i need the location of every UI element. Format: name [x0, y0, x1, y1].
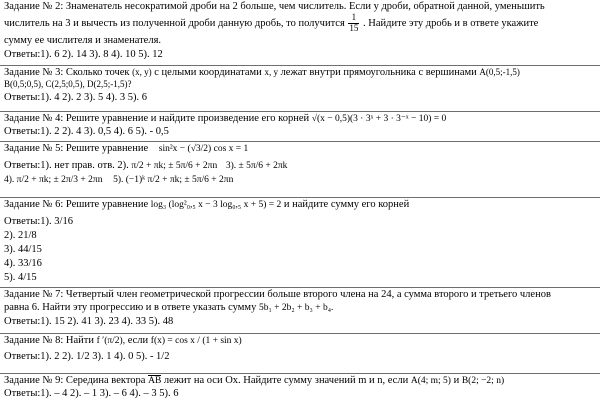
- task-6-answer-5: 5). 4/15: [4, 272, 37, 284]
- task-6-answer-2: 2). 21/8: [4, 230, 37, 242]
- task-8-text-b: если: [127, 335, 149, 346]
- task-7: [0, 288, 600, 334]
- task-3-vertices: B(0,5;0,5), C(2,5;0,5), D(2,5;-1,5)?: [4, 79, 132, 90]
- task-3-text-b: с целыми координатами: [154, 67, 262, 78]
- task-8-f-arg: f ′(π/2),: [96, 336, 126, 346]
- task-2-fraction: [348, 13, 359, 34]
- task-9-answers: Ответы:1). – 4 2). – 1 3). – 6 4). – 3 5). 6: [4, 388, 179, 400]
- task-2-answers: Ответы:1). 6 2). 14 3). 8 4). 10 5). 12: [4, 48, 163, 60]
- task-5-answers-1: [4, 159, 600, 172]
- task-6-answer-1: Ответы:1). 3/16: [4, 216, 73, 228]
- task-3-xy: (x, y): [132, 67, 152, 77]
- task-4-answers: Ответы:1). 2 2). 4 3). 0,5 4). 6 5). - 0,5: [4, 126, 169, 138]
- task-6-equation: log₃ (log²₀,₅ x − 3 log₀,₅ x + 5) = 2: [150, 200, 282, 210]
- task-3-line-1: [4, 66, 600, 79]
- task-2-line-2-text: числитель на 3 и вычесть из полученной дроби данную дробь, то получится: [4, 18, 345, 30]
- task-5-line-1: [4, 142, 600, 155]
- task-7-line-2-text: равна 6. Найти эту прогрессию и в ответе указать сумму: [4, 302, 257, 314]
- task-6-answer-3: 3). 44/15: [4, 244, 42, 256]
- task-3-answers: Ответы:1). 4 2). 2 3). 5 4). 3 5). 6: [4, 91, 148, 103]
- task-9: [0, 374, 600, 400]
- task-5-text: Задание № 5: Решите уравнение: [4, 143, 149, 154]
- task-3: [0, 66, 600, 112]
- task-9-text-b: лежит на оси Ox. Найдите сумму значений m и n, если: [163, 375, 409, 386]
- task-4-text: Задание № 4: Решите уравнение и найдите произведение его корней: [4, 113, 310, 124]
- task-5-option-5: 5). (−1)ᵏ π/2 + πk; ± 5π/6 + 2πn: [113, 174, 234, 185]
- task-6-text-b: и найдите сумму его корней: [283, 199, 410, 210]
- task-8-f-def: f(x) = cos x / (1 + sin x): [150, 336, 242, 346]
- task-9-line-1: [4, 374, 600, 387]
- task-9-point-b: B(2; −2; n): [461, 376, 505, 386]
- task-9-point-a: A(4; m; 5): [410, 376, 451, 386]
- task-6: [0, 198, 600, 288]
- task-5-answers-2: [4, 173, 600, 186]
- task-9-vector: AB: [148, 376, 162, 386]
- task-2-line-3: сумму ее числителя и знаменателя.: [4, 35, 162, 47]
- task-6-text-a: Задание № 6: Решите уравнение: [4, 199, 149, 210]
- fraction-numerator: 1: [348, 13, 359, 24]
- task-7-line-1: Задание № 7: Четвертый член геометрической прогрессии больше второго члена на 24, а сумма второго и третьего членов: [4, 289, 551, 300]
- task-3-text-c: лежат внутри прямоугольника с вершинами: [280, 67, 477, 78]
- task-4-line-1: [4, 112, 600, 125]
- task-2-line-2: [4, 13, 600, 34]
- task-5-option-4: 4). π/2 + πk; ± 2π/3 + 2πn: [4, 174, 103, 185]
- task-4: [0, 112, 600, 142]
- task-9-text-a: Задание № 9: Середина вектора: [4, 375, 146, 386]
- task-2-line-1: Задание № 2: Знаменатель несократимой дроби на 2 больше, чем числитель. Если у дроби, обратной данной, уменьшить: [4, 1, 545, 12]
- task-5: [0, 142, 600, 198]
- task-5-option-3: 3). ± 5π/6 + 2πk: [225, 161, 288, 172]
- task-8: [0, 334, 600, 374]
- task-8-line-1: [4, 334, 600, 347]
- task-2: [0, 0, 600, 66]
- task-8-answers: Ответы:1). 2 2). 1/2 3). 1 4). 0 5). - 1/2: [4, 351, 170, 363]
- task-2-line-2-tail: . Найдите эту дробь и в ответе укажите: [363, 18, 539, 30]
- task-5-answers-prefix: Ответы:1). нет прав. отв. 2).: [4, 160, 129, 172]
- task-4-equation: √(x − 0,5)(3 · 3ˣ + 3 · 3⁻ˣ − 10) = 0: [311, 114, 447, 124]
- task-6-line-1: [4, 198, 600, 212]
- task-3-text-a: Задание № 3: Сколько точек: [4, 67, 130, 78]
- task-7-equation: 5b₁ + 2b₂ + b₃ + b₄.: [258, 303, 334, 314]
- task-5-option-2: π/2 + πk; ± 5π/6 + 2πn: [131, 161, 218, 172]
- task-3-xy2: x, y: [264, 67, 278, 77]
- task-3-vertex-a: A(0,5;-1,5): [479, 67, 520, 77]
- task-6-answer-4: 4). 33/16: [4, 258, 42, 270]
- task-8-text-a: Задание № 8: Найти: [4, 335, 94, 346]
- task-7-line-2: [4, 301, 600, 314]
- task-7-answers: Ответы:1). 15 2). 41 3). 23 4). 33 5). 48: [4, 315, 174, 327]
- task-5-equation: sin²x − (√3/2) cos x = 1: [158, 144, 249, 154]
- task-9-and: и: [453, 375, 460, 386]
- fraction-denominator: 15: [349, 23, 359, 34]
